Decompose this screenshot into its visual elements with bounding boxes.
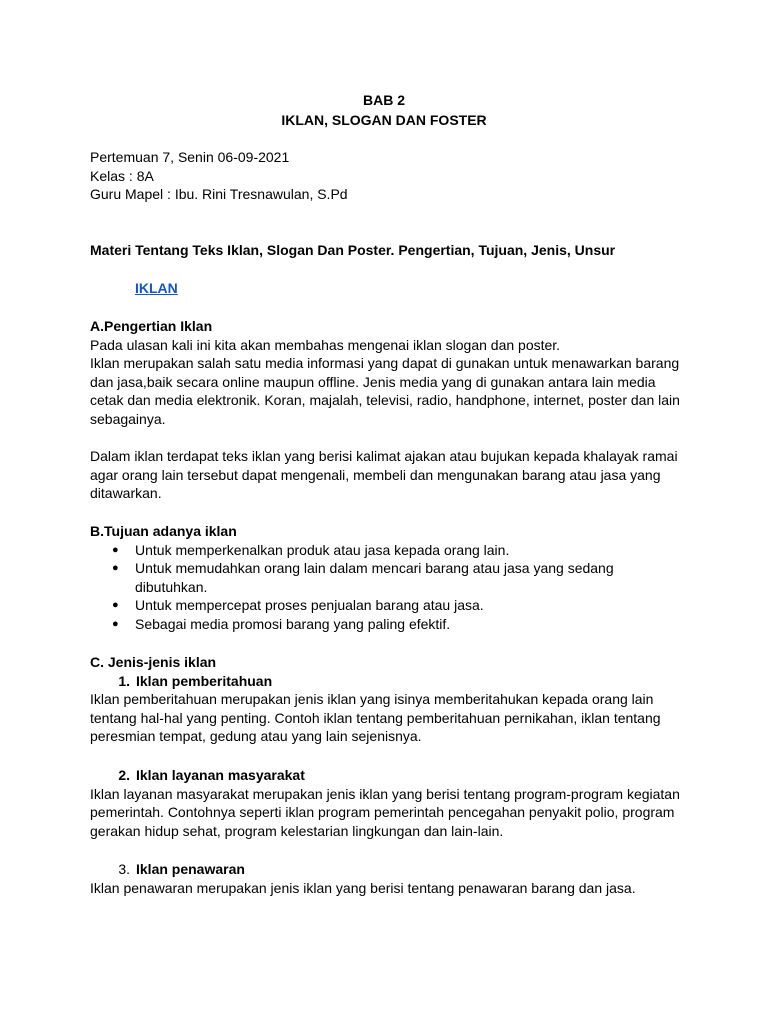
section-a-para2-line: dan jasa,baik secara online maupun offline. Jenis media yang di gunakan antara lain media	[90, 373, 656, 390]
section-b-heading: B.Tujuan adanya iklan	[90, 523, 237, 539]
section-a-para3-line: ditawarkan.	[90, 485, 162, 502]
iklan-link[interactable]: IKLAN	[135, 280, 178, 296]
type-1-heading	[90, 672, 680, 691]
type-3-title: Iklan penawaran	[136, 861, 245, 877]
list-item-line: Untuk memudahkan orang lain dalam mencari barang atau jasa yang sedang	[135, 560, 614, 577]
type-1-line: peresmian tempat, gedung atau yang lain sejenisnya.	[90, 728, 422, 745]
section-a-para2-line: cetak dan media elektronik. Koran, majalah, televisi, radio, handphone, internet, poster dan lain	[90, 392, 680, 409]
list-item: ● Sebagai media promosi barang yang paling efektif.	[90, 615, 680, 634]
section-a-para3-line: Dalam iklan terdapat teks iklan yang berisi kalimat ajakan atau bujukan kepada khalayak ramai	[90, 448, 678, 464]
list-item: ● Untuk mempercepat proses penjualan barang atau jasa.	[90, 596, 680, 615]
type-2-number: 2.	[118, 767, 130, 783]
type-2	[90, 766, 680, 840]
list-item	[90, 559, 680, 596]
type-2-line: pemerintah. Contohnya seperti iklan program pemerintah pencegahan penyakit polio, program	[90, 804, 675, 821]
section-b	[90, 522, 680, 634]
list-item-line: dibutuhkan.	[135, 578, 208, 595]
section-a-para1: Pada ulasan kali ini kita akan membahas mengenai iklan slogan dan poster.	[90, 336, 561, 353]
meta-class: Kelas : 8A	[90, 167, 154, 184]
chapter-title: BAB 2	[362, 92, 405, 108]
section-c-heading: C. Jenis-jenis iklan	[90, 654, 217, 670]
type-2-title: Iklan layanan masyarakat	[136, 767, 305, 783]
type-2-line: Iklan layanan masyarakat merupakan jenis iklan yang berisi tentang program-program kegiatan	[90, 785, 680, 802]
type-1-line: tentang hal-hal yang penting. Contoh iklan tentang pemberitahuan pernikahan, iklan tentang	[90, 709, 661, 726]
type-1-line: Iklan pemberitahuan merupakan jenis iklan yang isinya memberitahukan kepada orang lain	[90, 691, 654, 708]
link-block	[135, 279, 725, 298]
section-a-heading: A.Pengertian Iklan	[90, 318, 213, 334]
section-c	[90, 653, 680, 746]
type-3-heading	[90, 860, 680, 879]
type-2-line: gerakan hidup sehat, program kelestarian lingkungan dan lain-lain.	[90, 822, 504, 839]
purpose-list	[90, 541, 680, 634]
type-1-number: 1.	[118, 672, 130, 689]
meta-block	[90, 148, 680, 204]
document-title: IKLAN, SLOGAN DAN FOSTER	[281, 112, 487, 128]
type-3-line: Iklan penawaran merupakan jenis iklan yang berisi tentang penawaran barang dan jasa.	[90, 879, 636, 896]
section-a-para2-line: sebagainya.	[90, 410, 166, 427]
list-item: ● Untuk memperkenalkan produk atau jasa kepada orang lain.	[90, 541, 680, 560]
subject-heading: Materi Tentang Teks Iklan, Slogan Dan Poster. Pengertian, Tujuan, Jenis, Unsur	[90, 242, 616, 258]
section-a-para3-line: agar orang lain tersebut dapat mengenali, membeli dan mengunakan barang atau jasa yang	[90, 466, 661, 483]
meta-teacher: Guru Mapel : Ibu. Rini Tresnawulan, S.Pd	[90, 186, 348, 203]
type-1-title: Iklan pemberitahuan	[136, 672, 273, 689]
type-2-heading	[90, 766, 680, 785]
section-a-para3	[90, 447, 680, 503]
section-a-para2-line: Iklan merupakan salah satu media informasi yang dapat di gunakan untuk menawarkan barang	[90, 355, 680, 372]
meta-meeting: Pertemuan 7, Senin 06-09-2021	[90, 149, 290, 165]
type-3-number: 3.	[118, 861, 130, 877]
type-3	[90, 860, 680, 897]
section-a	[90, 317, 680, 429]
